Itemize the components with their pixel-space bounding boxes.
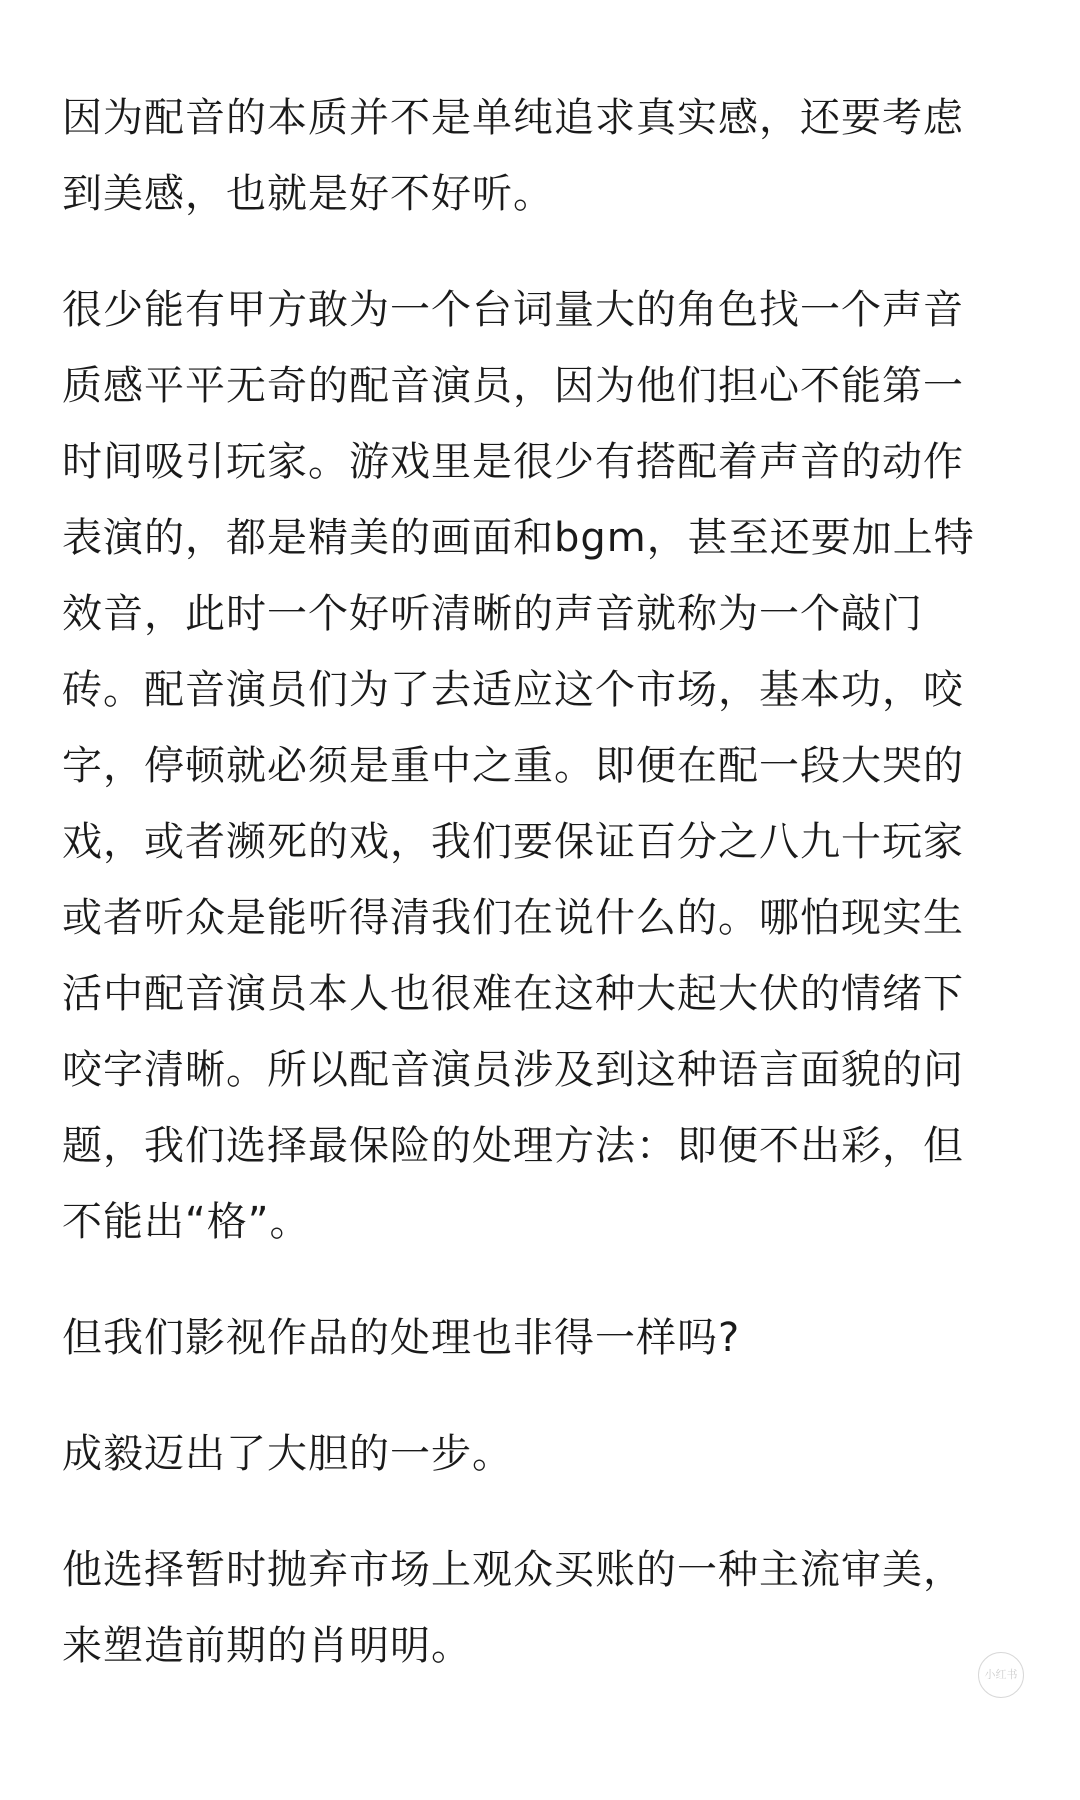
paragraph — [62, 80, 1032, 232]
text-line: 到美感，也就是好不好听。 — [62, 171, 554, 217]
xiaohongshu-watermark: 小红书 — [978, 1652, 1024, 1698]
text-line: 或者听众是能听得清我们在说什么的。哪怕现实生 — [62, 895, 964, 941]
paragraph — [62, 1532, 1032, 1684]
text-line: 咬字清晰。所以配音演员涉及到这种语言面貌的问 — [62, 1047, 964, 1093]
text-line: 很少能有甲方敢为一个台词量大的角色找一个声音 — [62, 287, 964, 333]
text-line: 来塑造前期的肖明明。 — [62, 1623, 472, 1669]
text-line: 他选择暂时抛弃市场上观众买账的一种主流审美， — [62, 1547, 964, 1593]
article-body — [62, 80, 1032, 1724]
text-line: 砖。配音演员们为了去适应这个市场，基本功，咬 — [62, 667, 964, 713]
text-line: 表演的，都是精美的画面和bgm，甚至还要加上特 — [62, 515, 975, 561]
text-line: 题，我们选择最保险的处理方法：即便不出彩，但 — [62, 1123, 964, 1169]
text-line: 效音，此时一个好听清晰的声音就称为一个敲门 — [62, 591, 923, 637]
text-line: 质感平平无奇的配音演员，因为他们担心不能第一 — [62, 363, 964, 409]
text-line: 戏，或者濒死的戏，我们要保证百分之八九十玩家 — [62, 819, 964, 865]
text-line: 不能出“格”。 — [62, 1199, 311, 1245]
text-line: 字，停顿就必须是重中之重。即便在配一段大哭的 — [62, 743, 964, 789]
text-line: 成毅迈出了大胆的一步。 — [62, 1431, 513, 1477]
paragraph — [62, 1300, 1032, 1376]
text-line: 因为配音的本质并不是单纯追求真实感，还要考虑 — [62, 95, 964, 141]
paragraph — [62, 1416, 1032, 1492]
paragraph — [62, 272, 1032, 1260]
text-line: 但我们影视作品的处理也非得一样吗? — [62, 1315, 741, 1361]
text-line: 时间吸引玩家。游戏里是很少有搭配着声音的动作 — [62, 439, 964, 485]
text-line: 活中配音演员本人也很难在这种大起大伏的情绪下 — [62, 971, 964, 1017]
